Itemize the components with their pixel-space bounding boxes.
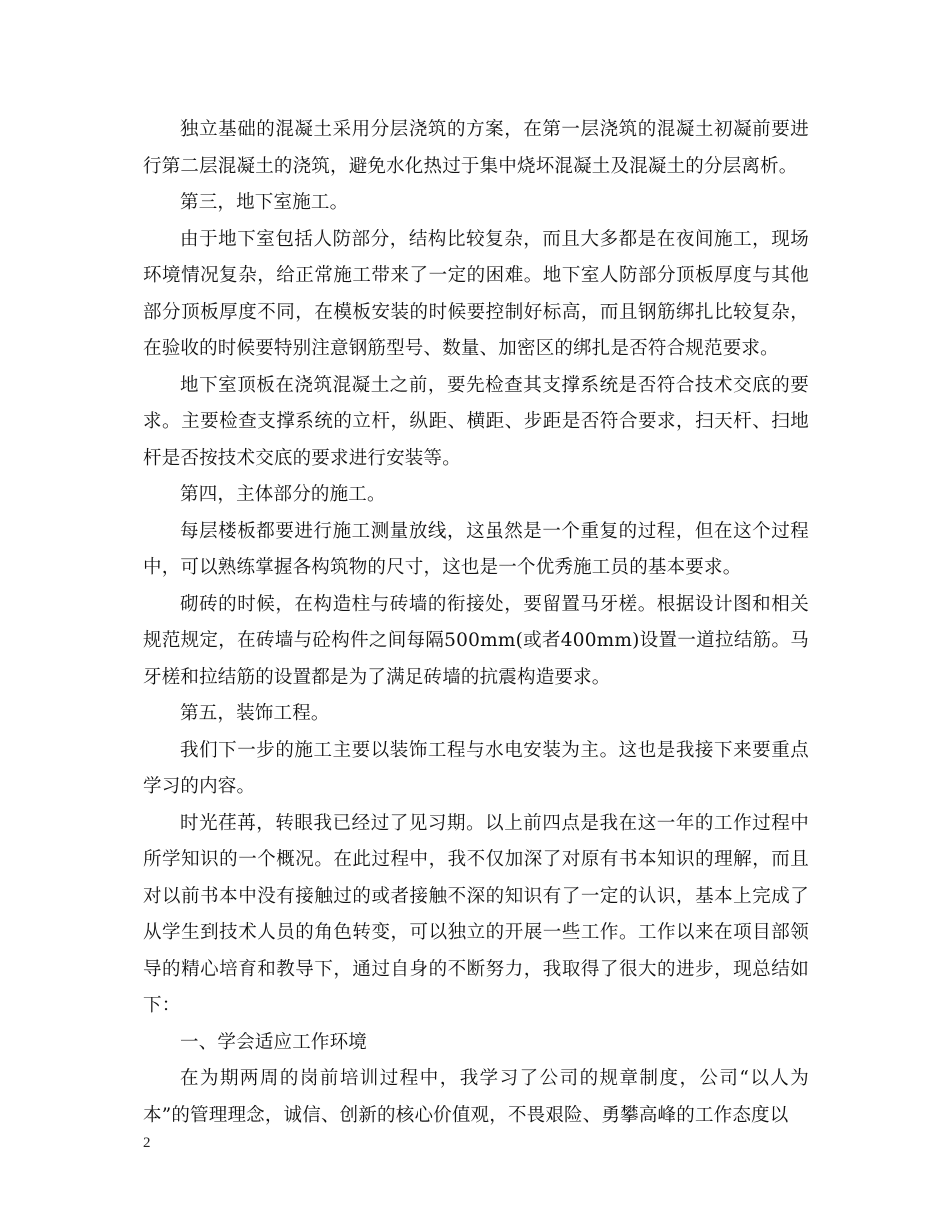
paragraph-floor-survey: 每层楼板都要进行施工测量放线，这虽然是一个重复的过程，但在这个过程中，可以熟练掌握各构筑物的尺寸，这也是一个优秀施工员的基本要求。 [143, 520, 809, 578]
paragraph-summary: 时光荏苒，转眼我已经过了见习期。以上前四点是我在这一年的工作过程中所学知识的一个概况。在此过程中，我不仅加深了对原有书本知识的理解，而且对以前书本中没有接触过的或者接触不深的知识有了一定的认识，基本上完成了从学生到技术人员的角色转变，可以独立的开展一些工作。工作以来在项目部领导的精心培育和教导下，通过自身的不断努力，我取得了很大的进步，现总结如下： [143, 812, 809, 1016]
heading-decoration-works: 第五，装饰工程。 [180, 703, 330, 724]
paragraph-basement-roof-slab: 地下室顶板在浇筑混凝土之前，要先检查其支撑系统是否符合技术交底的要求。主要检查支撑系统的立杆，纵距、横距、步距是否符合要求，扫天杆、扫地杆是否按技术交底的要求进行安装等。 [143, 374, 809, 469]
paragraph-next-steps: 我们下一步的施工主要以装饰工程与水电安装为主。这也是我接下来要重点学习的内容。 [143, 739, 809, 797]
paragraph-training: 在为期两周的岗前培训过程中，我学习了公司的规章制度，公司“以人为本”的管理理念，诚信、创新的核心价值观，不畏艰险、勇攀高峰的工作态度以 [143, 1068, 809, 1126]
paragraph-brickwork: 砌砖的时候，在构造柱与砖墙的衔接处，要留置马牙槎。根据设计图和相关规范规定，在砖墙与砼构件之间每隔500mm(或者400mm)设置一道拉结筋。马牙槎和拉结筋的设置都是为了满足砖墙的抗震构造要求。 [143, 593, 809, 688]
paragraph-foundation-pouring: 独立基础的混凝土采用分层浇筑的方案，在第一层浇筑的混凝土初凝前要进行第二层混凝土的浇筑，避免水化热过于集中烧坏混凝土及混凝土的分层离析。 [143, 119, 809, 177]
heading-main-structure: 第四，主体部分的施工。 [180, 484, 386, 505]
heading-basement-construction: 第三，地下室施工。 [180, 192, 349, 213]
heading-adapt-work-environment: 一、学会适应工作环境 [180, 1031, 368, 1053]
paragraph-basement-civil-defense: 由于地下室包括人防部分，结构比较复杂，而且大多都是在夜间施工，现场环境情况复杂，给正常施工带来了一定的困难。地下室人防部分顶板厚度与其他部分顶板厚度不同，在模板安装的时候要控制好标高，而且钢筋绑扎比较复杂，在验收的时候要特别注意钢筋型号、数量、加密区的绑扎是否符合规范要求。 [143, 228, 809, 359]
page-number: 2 [143, 1135, 151, 1151]
document-body [143, 112, 809, 1134]
